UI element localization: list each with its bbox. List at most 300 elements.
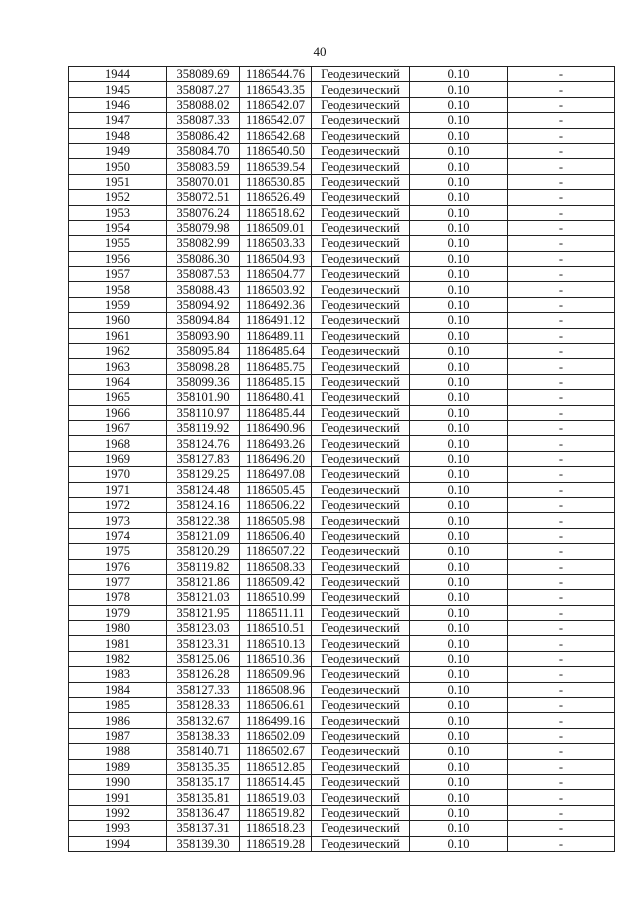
method-cell: Геодезический (312, 236, 410, 251)
accuracy-cell: 0.10 (410, 651, 508, 666)
table-row (69, 544, 615, 559)
x-coordinate-cell: 358119.82 (167, 559, 240, 574)
y-coordinate-cell: 1186506.40 (240, 528, 312, 543)
y-coordinate-cell: 1186542.68 (240, 128, 312, 143)
table-row (69, 636, 615, 651)
note-cell: - (508, 190, 615, 205)
method-cell: Геодезический (312, 159, 410, 174)
point-number-cell: 1970 (69, 467, 167, 482)
point-number-cell: 1960 (69, 313, 167, 328)
accuracy-cell: 0.10 (410, 590, 508, 605)
y-coordinate-cell: 1186542.07 (240, 97, 312, 112)
note-cell: - (508, 390, 615, 405)
table-row (69, 390, 615, 405)
note-cell: - (508, 374, 615, 389)
x-coordinate-cell: 358135.81 (167, 790, 240, 805)
note-cell: - (508, 759, 615, 774)
y-coordinate-cell: 1186485.15 (240, 374, 312, 389)
point-number-cell: 1994 (69, 836, 167, 851)
table-row (69, 251, 615, 266)
table-row (69, 451, 615, 466)
accuracy-cell: 0.10 (410, 774, 508, 789)
y-coordinate-cell: 1186519.28 (240, 836, 312, 851)
y-coordinate-cell: 1186485.75 (240, 359, 312, 374)
x-coordinate-cell: 358126.28 (167, 667, 240, 682)
point-number-cell: 1986 (69, 713, 167, 728)
accuracy-cell: 0.10 (410, 143, 508, 158)
note-cell: - (508, 143, 615, 158)
y-coordinate-cell: 1186509.96 (240, 667, 312, 682)
table-row (69, 759, 615, 774)
accuracy-cell: 0.10 (410, 205, 508, 220)
note-cell: - (508, 405, 615, 420)
table-row (69, 728, 615, 743)
note-cell: - (508, 836, 615, 851)
y-coordinate-cell: 1186507.22 (240, 544, 312, 559)
x-coordinate-cell: 358087.33 (167, 113, 240, 128)
table-row (69, 698, 615, 713)
y-coordinate-cell: 1186496.20 (240, 451, 312, 466)
y-coordinate-cell: 1186505.98 (240, 513, 312, 528)
y-coordinate-cell: 1186504.93 (240, 251, 312, 266)
y-coordinate-cell: 1186518.23 (240, 821, 312, 836)
x-coordinate-cell: 358136.47 (167, 805, 240, 820)
point-number-cell: 1953 (69, 205, 167, 220)
x-coordinate-cell: 358123.03 (167, 621, 240, 636)
note-cell: - (508, 436, 615, 451)
point-number-cell: 1983 (69, 667, 167, 682)
accuracy-cell: 0.10 (410, 297, 508, 312)
y-coordinate-cell: 1186510.36 (240, 651, 312, 666)
note-cell: - (508, 682, 615, 697)
table-row (69, 236, 615, 251)
note-cell: - (508, 82, 615, 97)
point-number-cell: 1991 (69, 790, 167, 805)
y-coordinate-cell: 1186539.54 (240, 159, 312, 174)
method-cell: Геодезический (312, 651, 410, 666)
table-row (69, 651, 615, 666)
note-cell: - (508, 821, 615, 836)
accuracy-cell: 0.10 (410, 390, 508, 405)
note-cell: - (508, 297, 615, 312)
accuracy-cell: 0.10 (410, 790, 508, 805)
method-cell: Геодезический (312, 359, 410, 374)
x-coordinate-cell: 358129.25 (167, 467, 240, 482)
method-cell: Геодезический (312, 667, 410, 682)
point-number-cell: 1967 (69, 420, 167, 435)
point-number-cell: 1981 (69, 636, 167, 651)
y-coordinate-cell: 1186512.85 (240, 759, 312, 774)
table-row (69, 128, 615, 143)
accuracy-cell: 0.10 (410, 544, 508, 559)
x-coordinate-cell: 358135.17 (167, 774, 240, 789)
accuracy-cell: 0.10 (410, 174, 508, 189)
point-number-cell: 1977 (69, 574, 167, 589)
x-coordinate-cell: 358095.84 (167, 344, 240, 359)
y-coordinate-cell: 1186510.13 (240, 636, 312, 651)
table-row (69, 328, 615, 343)
table-row (69, 344, 615, 359)
point-number-cell: 1947 (69, 113, 167, 128)
method-cell: Геодезический (312, 251, 410, 266)
method-cell: Геодезический (312, 82, 410, 97)
point-number-cell: 1969 (69, 451, 167, 466)
table-row (69, 143, 615, 158)
note-cell: - (508, 636, 615, 651)
accuracy-cell: 0.10 (410, 451, 508, 466)
accuracy-cell: 0.10 (410, 128, 508, 143)
y-coordinate-cell: 1186544.76 (240, 67, 312, 82)
accuracy-cell: 0.10 (410, 528, 508, 543)
y-coordinate-cell: 1186492.36 (240, 297, 312, 312)
point-number-cell: 1951 (69, 174, 167, 189)
method-cell: Геодезический (312, 67, 410, 82)
method-cell: Геодезический (312, 374, 410, 389)
point-number-cell: 1952 (69, 190, 167, 205)
y-coordinate-cell: 1186489.11 (240, 328, 312, 343)
accuracy-cell: 0.10 (410, 805, 508, 820)
point-number-cell: 1993 (69, 821, 167, 836)
note-cell: - (508, 621, 615, 636)
x-coordinate-cell: 358122.38 (167, 513, 240, 528)
method-cell: Геодезический (312, 605, 410, 620)
table-row (69, 405, 615, 420)
x-coordinate-cell: 358121.95 (167, 605, 240, 620)
note-cell: - (508, 420, 615, 435)
method-cell: Геодезический (312, 113, 410, 128)
note-cell: - (508, 559, 615, 574)
accuracy-cell: 0.10 (410, 420, 508, 435)
x-coordinate-cell: 358089.69 (167, 67, 240, 82)
method-cell: Геодезический (312, 821, 410, 836)
method-cell: Геодезический (312, 698, 410, 713)
y-coordinate-cell: 1186509.01 (240, 220, 312, 235)
x-coordinate-cell: 358094.84 (167, 313, 240, 328)
point-number-cell: 1988 (69, 744, 167, 759)
accuracy-cell: 0.10 (410, 836, 508, 851)
note-cell: - (508, 267, 615, 282)
method-cell: Геодезический (312, 313, 410, 328)
point-number-cell: 1963 (69, 359, 167, 374)
table-row (69, 220, 615, 235)
table-row (69, 190, 615, 205)
y-coordinate-cell: 1186503.92 (240, 282, 312, 297)
method-cell: Геодезический (312, 420, 410, 435)
y-coordinate-cell: 1186526.49 (240, 190, 312, 205)
x-coordinate-cell: 358093.90 (167, 328, 240, 343)
accuracy-cell: 0.10 (410, 436, 508, 451)
accuracy-cell: 0.10 (410, 67, 508, 82)
coordinates-table (68, 66, 615, 852)
table-row (69, 513, 615, 528)
accuracy-cell: 0.10 (410, 97, 508, 112)
x-coordinate-cell: 358121.09 (167, 528, 240, 543)
method-cell: Геодезический (312, 174, 410, 189)
point-number-cell: 1968 (69, 436, 167, 451)
y-coordinate-cell: 1186508.96 (240, 682, 312, 697)
note-cell: - (508, 159, 615, 174)
table-row (69, 82, 615, 97)
x-coordinate-cell: 358087.53 (167, 267, 240, 282)
y-coordinate-cell: 1186480.41 (240, 390, 312, 405)
accuracy-cell: 0.10 (410, 374, 508, 389)
table-row (69, 559, 615, 574)
table-row (69, 621, 615, 636)
x-coordinate-cell: 358083.59 (167, 159, 240, 174)
accuracy-cell: 0.10 (410, 497, 508, 512)
point-number-cell: 1980 (69, 621, 167, 636)
point-number-cell: 1979 (69, 605, 167, 620)
y-coordinate-cell: 1186543.35 (240, 82, 312, 97)
y-coordinate-cell: 1186510.99 (240, 590, 312, 605)
x-coordinate-cell: 358135.35 (167, 759, 240, 774)
point-number-cell: 1959 (69, 297, 167, 312)
x-coordinate-cell: 358140.71 (167, 744, 240, 759)
x-coordinate-cell: 358094.92 (167, 297, 240, 312)
point-number-cell: 1978 (69, 590, 167, 605)
accuracy-cell: 0.10 (410, 621, 508, 636)
method-cell: Геодезический (312, 544, 410, 559)
method-cell: Геодезический (312, 590, 410, 605)
method-cell: Геодезический (312, 574, 410, 589)
y-coordinate-cell: 1186509.42 (240, 574, 312, 589)
method-cell: Геодезический (312, 713, 410, 728)
note-cell: - (508, 467, 615, 482)
table-row (69, 805, 615, 820)
x-coordinate-cell: 358124.48 (167, 482, 240, 497)
accuracy-cell: 0.10 (410, 682, 508, 697)
accuracy-cell: 0.10 (410, 636, 508, 651)
method-cell: Геодезический (312, 467, 410, 482)
method-cell: Геодезический (312, 328, 410, 343)
note-cell: - (508, 220, 615, 235)
note-cell: - (508, 805, 615, 820)
y-coordinate-cell: 1186485.44 (240, 405, 312, 420)
table-row (69, 482, 615, 497)
point-number-cell: 1971 (69, 482, 167, 497)
accuracy-cell: 0.10 (410, 759, 508, 774)
y-coordinate-cell: 1186491.12 (240, 313, 312, 328)
method-cell: Геодезический (312, 759, 410, 774)
x-coordinate-cell: 358082.99 (167, 236, 240, 251)
note-cell: - (508, 713, 615, 728)
x-coordinate-cell: 358123.31 (167, 636, 240, 651)
x-coordinate-cell: 358132.67 (167, 713, 240, 728)
point-number-cell: 1956 (69, 251, 167, 266)
method-cell: Геодезический (312, 190, 410, 205)
accuracy-cell: 0.10 (410, 467, 508, 482)
accuracy-cell: 0.10 (410, 328, 508, 343)
x-coordinate-cell: 358127.83 (167, 451, 240, 466)
note-cell: - (508, 344, 615, 359)
note-cell: - (508, 251, 615, 266)
point-number-cell: 1982 (69, 651, 167, 666)
note-cell: - (508, 497, 615, 512)
point-number-cell: 1990 (69, 774, 167, 789)
method-cell: Геодезический (312, 97, 410, 112)
note-cell: - (508, 667, 615, 682)
table-row (69, 420, 615, 435)
note-cell: - (508, 97, 615, 112)
method-cell: Геодезический (312, 513, 410, 528)
x-coordinate-cell: 358070.01 (167, 174, 240, 189)
y-coordinate-cell: 1186519.03 (240, 790, 312, 805)
accuracy-cell: 0.10 (410, 344, 508, 359)
method-cell: Геодезический (312, 621, 410, 636)
point-number-cell: 1965 (69, 390, 167, 405)
accuracy-cell: 0.10 (410, 220, 508, 235)
point-number-cell: 1992 (69, 805, 167, 820)
accuracy-cell: 0.10 (410, 113, 508, 128)
table-row (69, 282, 615, 297)
x-coordinate-cell: 358121.03 (167, 590, 240, 605)
table-row (69, 267, 615, 282)
table-row (69, 436, 615, 451)
x-coordinate-cell: 358087.27 (167, 82, 240, 97)
x-coordinate-cell: 358084.70 (167, 143, 240, 158)
table-row (69, 497, 615, 512)
method-cell: Геодезический (312, 405, 410, 420)
method-cell: Геодезический (312, 344, 410, 359)
x-coordinate-cell: 358110.97 (167, 405, 240, 420)
table-row (69, 467, 615, 482)
note-cell: - (508, 744, 615, 759)
page-number: 40 (313, 44, 327, 59)
point-number-cell: 1961 (69, 328, 167, 343)
method-cell: Геодезический (312, 482, 410, 497)
note-cell: - (508, 513, 615, 528)
point-number-cell: 1989 (69, 759, 167, 774)
x-coordinate-cell: 358086.42 (167, 128, 240, 143)
y-coordinate-cell: 1186505.45 (240, 482, 312, 497)
method-cell: Геодезический (312, 559, 410, 574)
x-coordinate-cell: 358076.24 (167, 205, 240, 220)
point-number-cell: 1984 (69, 682, 167, 697)
point-number-cell: 1985 (69, 698, 167, 713)
y-coordinate-cell: 1186540.50 (240, 143, 312, 158)
point-number-cell: 1975 (69, 544, 167, 559)
table-row (69, 821, 615, 836)
method-cell: Геодезический (312, 728, 410, 743)
y-coordinate-cell: 1186511.11 (240, 605, 312, 620)
table-row (69, 313, 615, 328)
method-cell: Геодезический (312, 143, 410, 158)
note-cell: - (508, 574, 615, 589)
method-cell: Геодезический (312, 636, 410, 651)
method-cell: Геодезический (312, 744, 410, 759)
accuracy-cell: 0.10 (410, 359, 508, 374)
note-cell: - (508, 528, 615, 543)
point-number-cell: 1966 (69, 405, 167, 420)
table-row (69, 774, 615, 789)
point-number-cell: 1955 (69, 236, 167, 251)
x-coordinate-cell: 358120.29 (167, 544, 240, 559)
point-number-cell: 1946 (69, 97, 167, 112)
method-cell: Геодезический (312, 451, 410, 466)
method-cell: Геодезический (312, 220, 410, 235)
accuracy-cell: 0.10 (410, 313, 508, 328)
accuracy-cell: 0.10 (410, 513, 508, 528)
coordinates-table-body (69, 67, 615, 852)
table-row (69, 605, 615, 620)
y-coordinate-cell: 1186503.33 (240, 236, 312, 251)
x-coordinate-cell: 358139.30 (167, 836, 240, 851)
point-number-cell: 1962 (69, 344, 167, 359)
method-cell: Геодезический (312, 390, 410, 405)
table-row (69, 713, 615, 728)
point-number-cell: 1987 (69, 728, 167, 743)
table-row (69, 113, 615, 128)
point-number-cell: 1945 (69, 82, 167, 97)
table-row (69, 528, 615, 543)
point-number-cell: 1974 (69, 528, 167, 543)
x-coordinate-cell: 358124.16 (167, 497, 240, 512)
x-coordinate-cell: 358128.33 (167, 698, 240, 713)
y-coordinate-cell: 1186485.64 (240, 344, 312, 359)
note-cell: - (508, 205, 615, 220)
y-coordinate-cell: 1186499.16 (240, 713, 312, 728)
x-coordinate-cell: 358127.33 (167, 682, 240, 697)
x-coordinate-cell: 358088.43 (167, 282, 240, 297)
note-cell: - (508, 313, 615, 328)
accuracy-cell: 0.10 (410, 251, 508, 266)
note-cell: - (508, 359, 615, 374)
note-cell: - (508, 451, 615, 466)
accuracy-cell: 0.10 (410, 190, 508, 205)
table-row (69, 590, 615, 605)
table-row (69, 297, 615, 312)
accuracy-cell: 0.10 (410, 559, 508, 574)
x-coordinate-cell: 358101.90 (167, 390, 240, 405)
note-cell: - (508, 67, 615, 82)
note-cell: - (508, 544, 615, 559)
x-coordinate-cell: 358079.98 (167, 220, 240, 235)
accuracy-cell: 0.10 (410, 821, 508, 836)
point-number-cell: 1972 (69, 497, 167, 512)
accuracy-cell: 0.10 (410, 728, 508, 743)
accuracy-cell: 0.10 (410, 159, 508, 174)
point-number-cell: 1958 (69, 282, 167, 297)
note-cell: - (508, 774, 615, 789)
x-coordinate-cell: 358099.36 (167, 374, 240, 389)
table-row (69, 159, 615, 174)
table-row (69, 205, 615, 220)
method-cell: Геодезический (312, 805, 410, 820)
table-row (69, 682, 615, 697)
y-coordinate-cell: 1186506.22 (240, 497, 312, 512)
y-coordinate-cell: 1186497.08 (240, 467, 312, 482)
point-number-cell: 1976 (69, 559, 167, 574)
note-cell: - (508, 605, 615, 620)
accuracy-cell: 0.10 (410, 82, 508, 97)
method-cell: Геодезический (312, 836, 410, 851)
x-coordinate-cell: 358124.76 (167, 436, 240, 451)
accuracy-cell: 0.10 (410, 282, 508, 297)
method-cell: Геодезический (312, 205, 410, 220)
accuracy-cell: 0.10 (410, 482, 508, 497)
accuracy-cell: 0.10 (410, 405, 508, 420)
note-cell: - (508, 651, 615, 666)
method-cell: Геодезический (312, 528, 410, 543)
y-coordinate-cell: 1186502.67 (240, 744, 312, 759)
x-coordinate-cell: 358137.31 (167, 821, 240, 836)
point-number-cell: 1948 (69, 128, 167, 143)
x-coordinate-cell: 358125.06 (167, 651, 240, 666)
note-cell: - (508, 728, 615, 743)
table-row (69, 97, 615, 112)
y-coordinate-cell: 1186490.96 (240, 420, 312, 435)
table-row (69, 667, 615, 682)
